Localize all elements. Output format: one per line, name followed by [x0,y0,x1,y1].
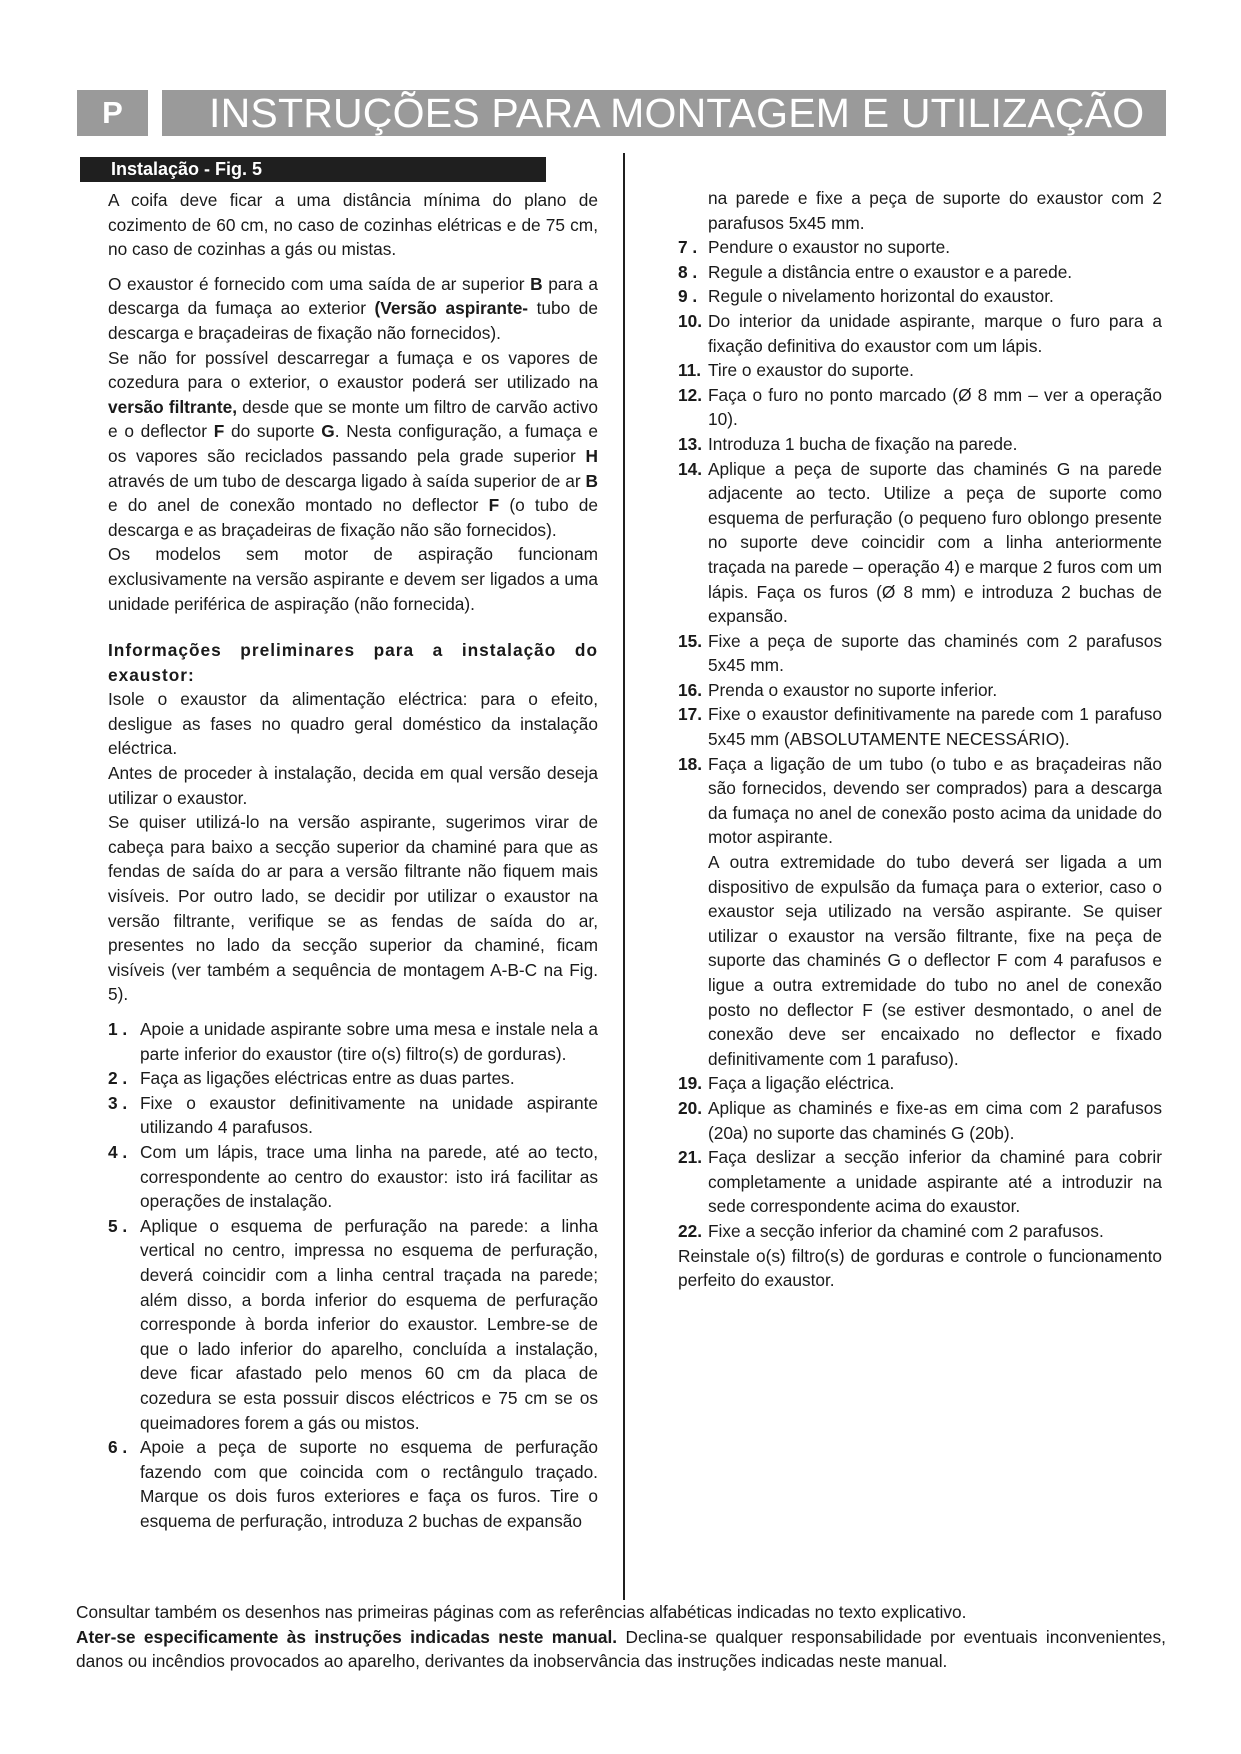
step-6-continuation: na parede e fixe a peça de suporte do exaustor com 2 parafusos 5x45 mm. [708,188,1162,233]
step-number: 12. [678,384,703,405]
text: . Nesta configuração, a fumaça e os vapores são reciclados passando pela grade superior [108,421,598,466]
steps-list [678,235,1162,850]
step-item [678,1219,1162,1244]
step-number: 13. [678,433,703,454]
step-item [108,1140,598,1214]
step-18-continuation: A outra extremidade do tubo deverá ser ligada a um dispositivo de expulsão da fumaça para o exterior, caso o exaustor seja utilizado na versão aspirante. Se quiser utilizar o exaustor na versão filtrante, fixe na peça de suporte das chaminés G o deflector F com 4 parafusos e ligue a outra extremidade do tubo no anel de conexão posto no deflector F (se estiver desmontado, o anel de conexão deve ser encaixado no deflector e fixado definitivamente com 1 parafuso). [708,852,1162,1069]
emphasis: versão filtrante, [108,396,237,417]
step-text: Faça as ligações eléctricas entre as duas partes. [140,1068,515,1089]
step-item [108,1214,598,1435]
step-number: 2 . [108,1068,128,1089]
ref-letter: B [585,470,598,491]
paragraph-decide: Antes de proceder à instalação, decida em qual versão deseja utilizar o exaustor. [108,763,598,808]
paragraph-distance: A coifa deve ficar a uma distância mínima do plano de cozimento de 60 cm, no caso de cozinhas elétricas e de 75 cm, no caso de cozinhas a gás ou mistas. [108,190,598,260]
step-text: Apoie a unidade aspirante sobre uma mesa e instale nela a parte inferior do exaustor (tire o(s) filtro(s) de gorduras). [140,1019,598,1064]
footer-line-references: Consultar também os desenhos nas primeiras páginas com as referências alfabéticas indicadas no texto explicativo. [76,1602,967,1622]
step-item [108,1435,598,1533]
page-title: INSTRUÇÕES PARA MONTAGEM E UTILIZAÇÃO [162,90,1166,136]
footer-notes [76,1600,1166,1674]
step-item [678,1071,1162,1096]
step-number: 11. [678,360,702,381]
step-text: Pendure o exaustor no suporte. [708,237,951,258]
step-item [678,457,1162,629]
step-text: Regule o nivelamento horizontal do exaustor. [708,286,1054,307]
step-text: Prenda o exaustor no suporte inferior. [708,679,998,700]
text: tubo de descarga e braçadeiras de fixação não fornecidos). [108,298,598,343]
step-item [678,383,1162,432]
step-text: Faça o furo no ponto marcado (Ø 8 mm – ver a operação 10). [708,384,1162,430]
text: (o tubo de descarga e as braçadeiras de fixação não são fornecidos). [108,495,598,540]
left-column [108,157,598,1533]
text: através de um tubo de descarga ligado à saída superior de ar [108,470,586,491]
paragraph-reinstall: Reinstale o(s) filtro(s) de gorduras e controle o funcionamento perfeito do exaustor. [678,1245,1162,1291]
step-item [678,432,1162,457]
ref-letter: G [321,421,335,442]
step-number: 17. [678,704,703,725]
right-column [678,186,1162,1293]
ref-letter: H [585,445,598,466]
step-text: Faça deslizar a secção inferior da chaminé para cobrir completamente a unidade aspirante até a introduzir na sede correspondente acima do exaustor. [708,1147,1162,1217]
step-number: 14. [678,458,703,479]
emphasis: (Versão aspirante- [374,298,529,319]
text: desde que se monte um filtro de carvão activo e o deflector [108,396,598,442]
step-text: Tire o exaustor do suporte. [708,360,914,381]
paragraph-no-motor: Os modelos sem motor de aspiração funcionam exclusivamente na versão aspirante e devem ser ligados a uma unidade periférica de aspiração (não fornecida). [108,544,598,614]
step-text: Com um lápis, trace uma linha na parede, até ao tecto, correspondente ao centro do exaustor: isto irá facilitar as operações de instalação. [140,1141,598,1212]
text: e do anel de conexão montado no deflector [108,495,489,516]
paragraph-air-outlet [108,272,598,346]
step-number: 5 . [108,1215,128,1236]
step-item [678,1145,1162,1219]
step-text: Aplique as chaminés e fixe-as em cima com 2 parafusos (20a) no suporte das chaminés G (20b). [708,1097,1162,1143]
subheading-preliminary: Informações preliminares para a instalação do exaustor: [108,640,598,685]
step-number: 7 . [678,237,698,258]
step-item [108,1066,598,1091]
step-item [678,752,1162,850]
language-code-badge: P [77,90,148,136]
step-number: 4 . [108,1141,128,1162]
disclaimer-emphasis: Ater-se especificamente às instruções indicadas neste manual. [76,1626,618,1647]
step-item [678,358,1162,383]
paragraph-isolate: Isole o exaustor da alimentação eléctrica: para o efeito, desligue as fases no quadro geral doméstico da instalação eléctrica. [108,689,598,759]
step-item [678,284,1162,309]
section-title: Instalação - Fig. 5 [80,157,546,182]
step-text: Fixe a secção inferior da chaminé com 2 parafusos. [708,1220,1104,1241]
step-item [678,629,1162,678]
step-number: 6 . [108,1437,128,1458]
step-text: Regule a distância entre o exaustor e a parede. [708,261,1073,282]
column-divider [623,153,625,1600]
step-number: 22. [678,1220,703,1241]
step-number: 16. [678,679,703,700]
ref-letter: F [488,495,500,516]
text: Se não for possível descarregar a fumaça e os vapores de cozedura para o exterior, o exaustor poderá ser utilizado na [108,347,598,393]
step-text: Fixe a peça de suporte das chaminés com 2 parafusos 5x45 mm. [708,630,1162,676]
step-number: 9 . [678,286,698,307]
step-number: 18. [678,753,703,774]
step-number: 20. [678,1097,703,1118]
step-number: 1 . [108,1019,128,1039]
step-number: 15. [678,630,703,651]
text: para a descarga da fumaça ao exterior [108,273,598,319]
step-number: 10. [678,310,703,331]
step-text: Aplique a peça de suporte das chaminés G na parede adjacente ao tecto. Utilize a peça de suporte como esquema de perfuração (o pequeno furo oblongo presente no suporte deve coincidir com a linha anteriormente traçada na parede – operação 4) e marque 2 furos com um lápis. Faça os furos (Ø 8 mm) e introduza 2 buchas de expansão. [708,458,1162,627]
steps-list [678,1071,1162,1243]
step-number: 8 . [678,261,698,282]
ref-letter: B [530,273,543,294]
step-text: Faça a ligação eléctrica. [708,1073,895,1094]
step-text: Apoie a peça de suporte no esquema de perfuração fazendo com que coincida com o rectângulo traçado. Marque os dois furos exteriores e faça os furos. Tire o esquema de perfuração, introduza 2 buchas de expansão [140,1437,598,1531]
paragraph-version-choice: Se quiser utilizá-lo na versão aspirante, sugerimos virar de cabeça para baixo a secção superior da chaminé para que as fendas de saída do ar para a versão filtrante não fiquem mais visíveis. Por outro lado, se decidir por utilizar o exaustor na versão filtrante, verifique se as fendas de saída do ar, presentes no lado da secção superior da chaminé, ficam visíveis (ver também a sequência de montagem A-B-C na Fig. 5). [108,812,598,1005]
step-item [678,260,1162,285]
step-text: Fixe o exaustor definitivamente na parede com 1 parafuso 5x45 mm (ABSOLUTAMENTE NECESSÁRIO). [708,704,1162,750]
disclaimer-text: Declina-se qualquer responsabilidade por eventuais inconvenientes, danos ou incêndios provocados ao aparelho, derivantes da inobservância das instruções indicadas neste manual. [76,1626,1166,1672]
text: do suporte [224,421,322,442]
text: O exaustor é fornecido com uma saída de ar superior [108,273,531,294]
step-item [108,1091,598,1140]
steps-list [108,1017,598,1533]
footer-disclaimer [76,1625,1166,1674]
step-text: Aplique o esquema de perfuração na parede: a linha vertical no centro, impressa no esquema de perfuração, deverá coincidir com a linha central traçada na parede; além disso, a borda inferior do esquema de perfuração corresponde à borda inferior do exaustor. Lembre-se de que o lado inferior do aparelho, concluída a instalação, deve ficar afastado pelo menos 60 cm da placa de cozedura se esta possuir discos eléctricos e 75 cm se os queimadores forem a gás ou mistos. [140,1215,598,1433]
step-text: Do interior da unidade aspirante, marque o furo para a fixação definitiva do exaustor com um lápis. [708,310,1162,356]
step-item [678,235,1162,260]
step-number: 3 . [108,1092,128,1113]
ref-letter: F [213,421,225,442]
step-number: 21. [678,1147,703,1168]
step-number: 19. [678,1073,703,1094]
step-item [678,1096,1162,1145]
step-item [678,678,1162,703]
step-item [678,309,1162,358]
step-text: Faça a ligação de um tubo (o tubo e as braçadeiras não são fornecidos, devendo ser comprados) para a descarga da fumaça no anel de conexão posto acima da unidade do motor aspirante. [708,753,1162,848]
step-item [108,1017,598,1066]
step-text: Fixe o exaustor definitivamente na unidade aspirante utilizando 4 parafusos. [140,1092,598,1138]
step-text: Introduza 1 bucha de fixação na parede. [708,433,1018,454]
step-item [678,702,1162,751]
paragraph-filter-version [108,346,598,543]
